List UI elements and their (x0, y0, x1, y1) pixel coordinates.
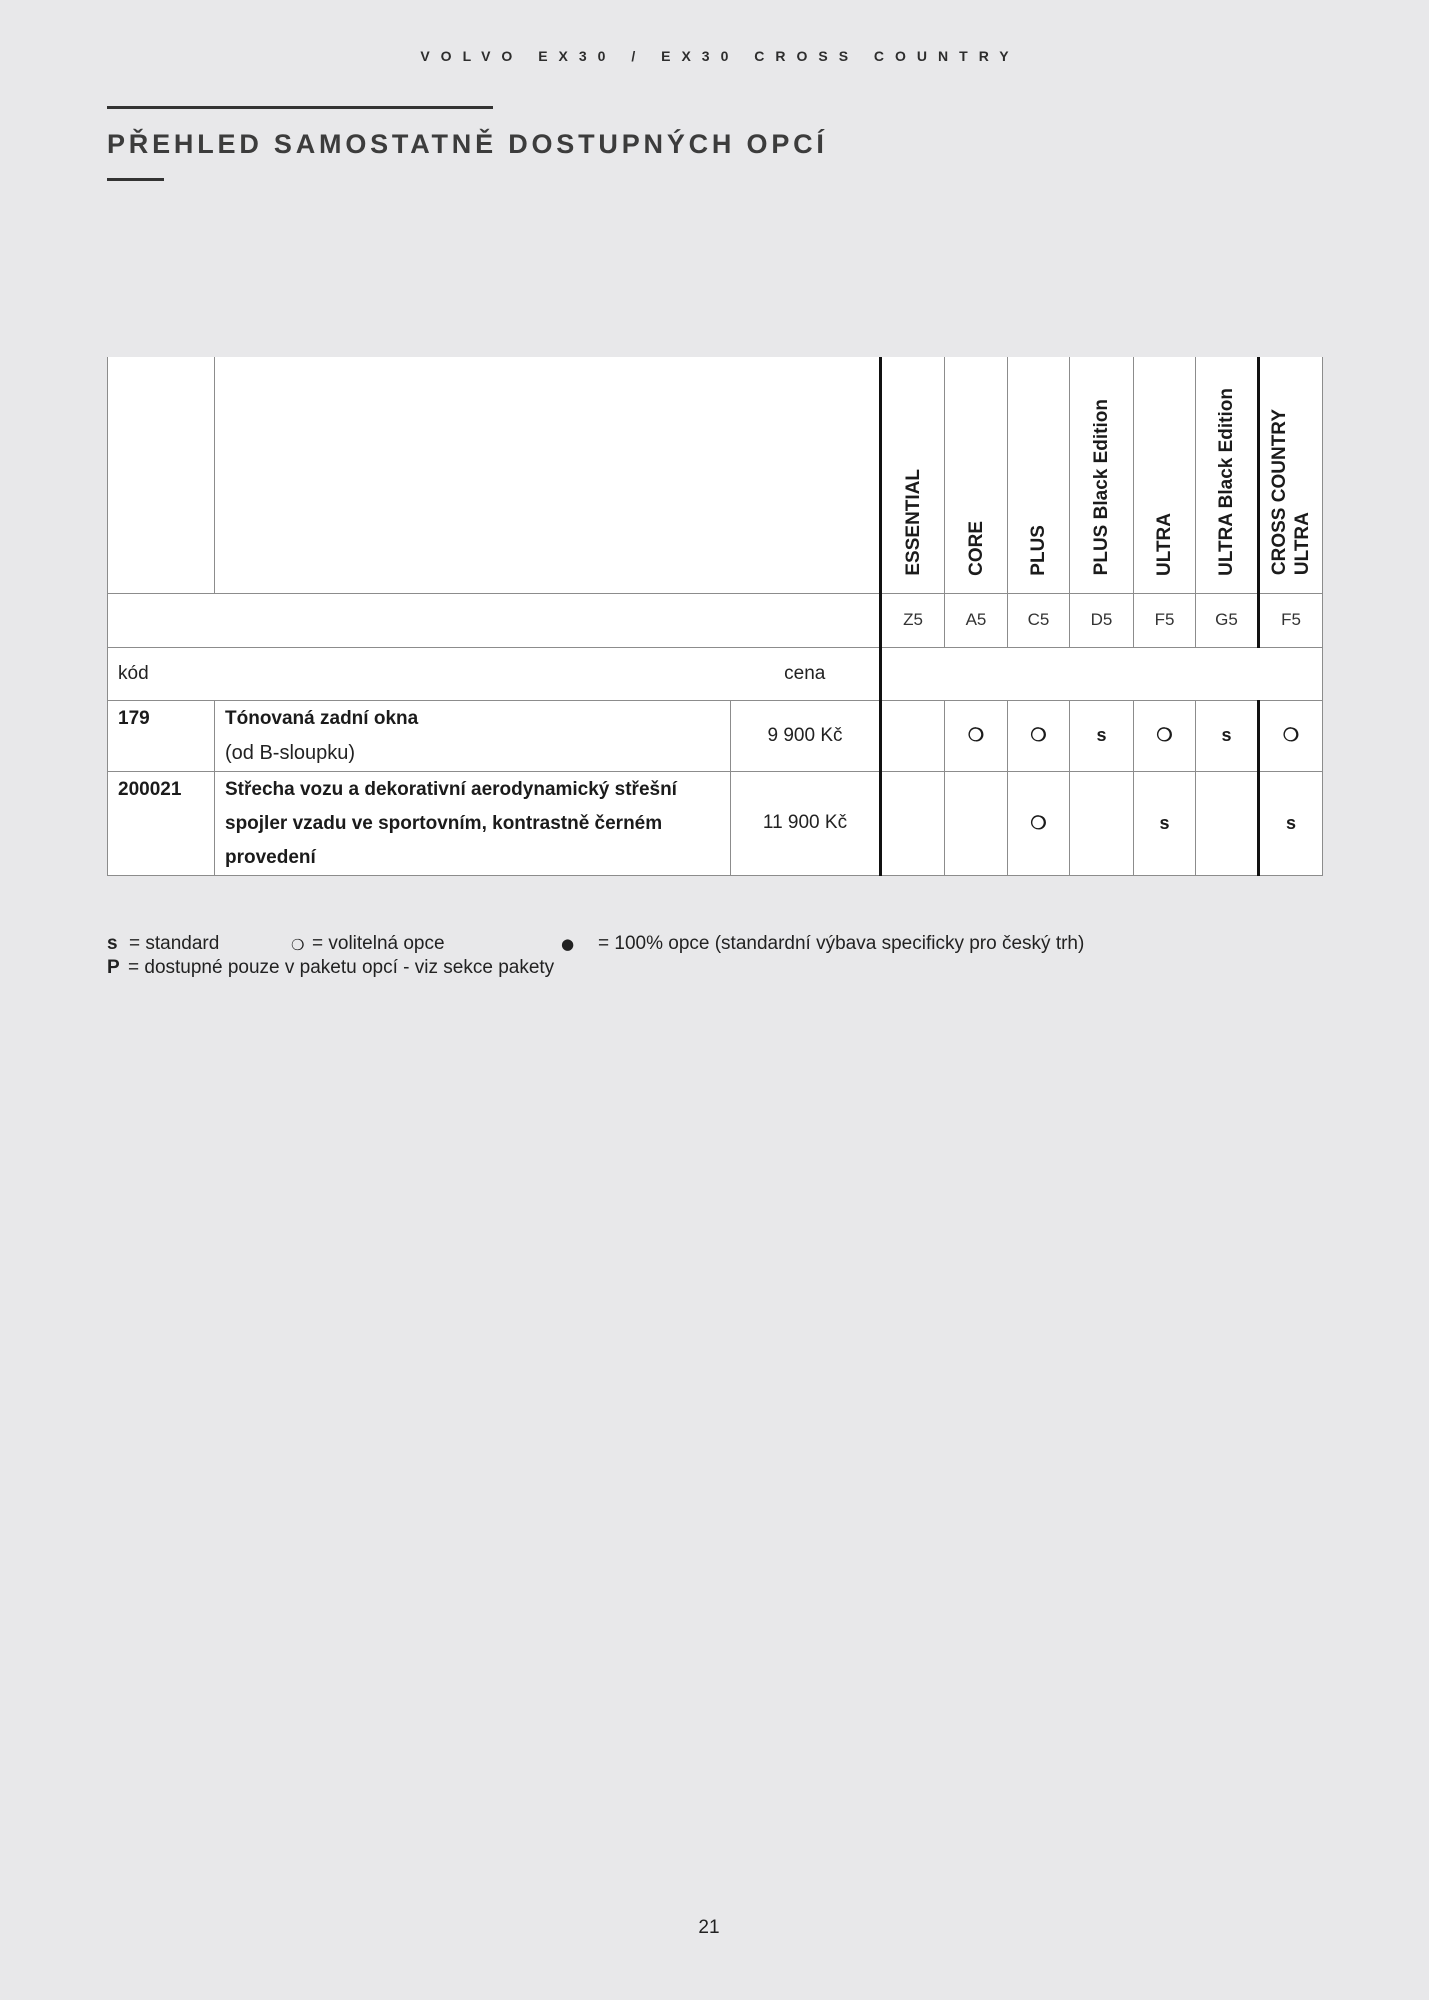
trim-header-row (108, 357, 1323, 593)
trim-code: A5 (945, 593, 1008, 647)
header-blank-code (108, 357, 215, 593)
trim-header-core (945, 357, 1008, 593)
code-column-label: kód (108, 647, 731, 700)
trim-name-line2: ULTRA (1292, 512, 1313, 576)
title-underline (107, 178, 164, 181)
legend-package-text: = dostupné pouze v paketu opcí - viz sekce pakety (128, 957, 555, 978)
trim-name: CROSS COUNTRY (1269, 409, 1290, 576)
legend-standard-text: = standard (129, 933, 220, 954)
legend-package-symbol: P (107, 957, 120, 978)
brand-header: VOLVO EX30 / EX30 CROSS COUNTRY (420, 48, 1020, 64)
page-number: 21 (698, 1917, 720, 1938)
trim-header-cross-country-ultra (1259, 357, 1323, 593)
trim-code: C5 (1008, 593, 1070, 647)
option-title: Tónovaná zadní okna (225, 707, 419, 729)
header-blank-description (215, 357, 881, 593)
option-subtitle: (od B-sloupku) (225, 741, 356, 764)
trim-header-ultra-black-edition (1196, 357, 1259, 593)
trim-header-plus (1008, 357, 1070, 593)
option-title: Střecha vozu a dekorativní aerodynamický střešní spojler vzadu ve sportovním, kontrastně černém provedení (225, 778, 677, 868)
filled-bullet-icon: ● (561, 935, 575, 953)
option-price: 9 900 Kč (731, 700, 881, 771)
option-description (215, 771, 731, 875)
table-row (108, 700, 1323, 771)
trim-code: D5 (1070, 593, 1134, 647)
column-label-row (108, 647, 1323, 700)
column-label-blank (881, 647, 1323, 700)
mark-cell (881, 700, 945, 771)
trim-code: G5 (1196, 593, 1259, 647)
mark-cell: ❍ (1008, 771, 1070, 875)
trim-header-essential (881, 357, 945, 593)
top-divider (107, 106, 493, 109)
trim-code-blank (108, 593, 881, 647)
mark-cell: s (1196, 700, 1259, 771)
legend-standard-symbol: s (107, 933, 118, 954)
mark-cell: ❍ (945, 700, 1008, 771)
table-row (108, 771, 1323, 875)
trim-code-row (108, 593, 1323, 647)
optional-circle-icon: ❍ (291, 936, 305, 954)
trim-code: F5 (1134, 593, 1196, 647)
trim-name: ULTRA Black Edition (1216, 387, 1237, 576)
mark-cell (881, 771, 945, 875)
trim-header-plus-black-edition (1070, 357, 1134, 593)
trim-name: PLUS (1028, 524, 1049, 576)
price-column-label: cena (731, 647, 881, 700)
mark-cell (1196, 771, 1259, 875)
mark-cell: s (1259, 771, 1323, 875)
legend-optional-text: = volitelná opce (312, 933, 445, 954)
mark-cell: ❍ (1134, 700, 1196, 771)
trim-header-ultra (1134, 357, 1196, 593)
page-title: PŘEHLED SAMOSTATNĚ DOSTUPNÝCH OPCÍ (107, 129, 828, 159)
mark-cell (1070, 771, 1134, 875)
mark-cell (945, 771, 1008, 875)
mark-cell: s (1070, 700, 1134, 771)
trim-code: Z5 (881, 593, 945, 647)
trim-name: ESSENTIAL (902, 468, 924, 576)
trim-name: CORE (965, 520, 987, 576)
options-table (107, 357, 1323, 876)
option-description (215, 700, 731, 771)
mark-cell: s (1134, 771, 1196, 875)
trim-name: ULTRA (1154, 512, 1175, 576)
legend-100-percent-text: = 100% opce (standardní výbava specificky pro český trh) (598, 933, 1085, 954)
trim-name: PLUS Black Edition (1091, 399, 1112, 576)
mark-cell: ❍ (1008, 700, 1070, 771)
mark-cell: ❍ (1259, 700, 1323, 771)
option-code: 179 (108, 700, 215, 771)
option-code: 200021 (108, 771, 215, 875)
option-price: 11 900 Kč (731, 771, 881, 875)
trim-code: F5 (1259, 593, 1323, 647)
